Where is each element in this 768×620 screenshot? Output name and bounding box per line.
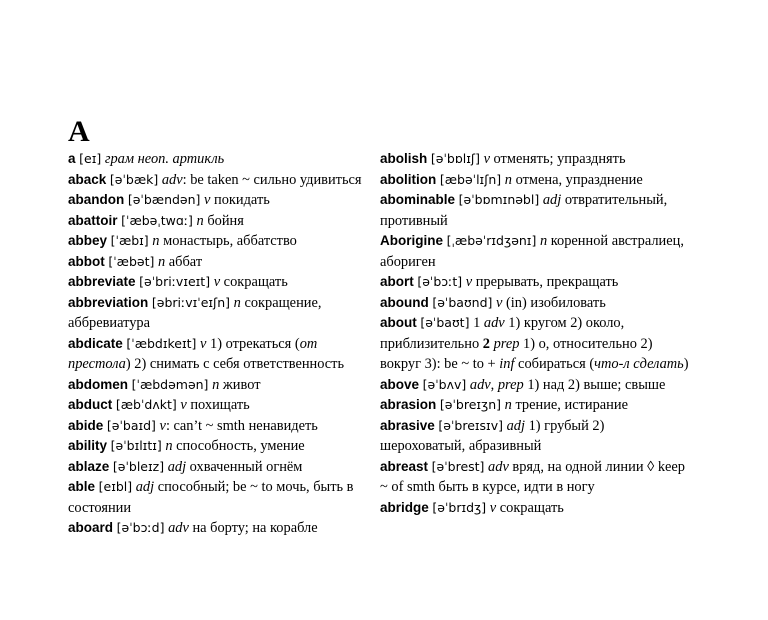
headword: abandon xyxy=(68,192,125,207)
definition-text: охваченный огнём xyxy=(186,458,303,475)
headword: abdicate xyxy=(68,335,123,351)
definition-text: способность, умение xyxy=(172,438,305,454)
dictionary-entry xyxy=(68,436,368,457)
definition-text: 1) кругом 2) около, приблизительно xyxy=(380,315,625,352)
headword: aback xyxy=(68,171,107,187)
dictionary-entry xyxy=(68,457,368,478)
transcription: [æbˈdʌkt] xyxy=(115,397,177,412)
grammar-label: что-л сделать xyxy=(594,356,684,372)
dictionary-entry xyxy=(68,252,368,273)
transcription: [ˌæbəˈrɪdʒənɪ] xyxy=(446,233,537,248)
dictionary-entry xyxy=(68,272,368,293)
transcription: [əˈbriːvɪeɪt] xyxy=(139,274,211,289)
transcription: [əbriːvɪˈeɪʃn] xyxy=(151,294,231,310)
grammar-label: adv xyxy=(168,520,189,536)
dictionary-entry xyxy=(68,334,368,375)
grammar-label: inf xyxy=(499,356,515,372)
definition-text: вряд, на одной линии ◊ keep ~ of smth быть в курсе, идти в ногу xyxy=(380,458,685,495)
grammar-label: n xyxy=(539,233,548,249)
grammar-label: adj xyxy=(135,479,155,495)
transcription: [əˈbændən] xyxy=(127,192,201,207)
grammar-label: v xyxy=(204,192,211,208)
grammar-label: v xyxy=(180,397,187,413)
headword: abduct xyxy=(68,397,113,412)
transcription: [əˈbrest] xyxy=(431,458,485,474)
grammar-label: prep xyxy=(493,335,520,352)
dictionary-entry xyxy=(380,190,692,231)
definition-text: похищать xyxy=(186,397,250,413)
grammar-label: v xyxy=(489,499,497,516)
dictionary-entry xyxy=(380,170,692,191)
transcription: [əˈbaɪd] xyxy=(106,417,156,433)
headword: abbreviate xyxy=(68,274,136,289)
headword: abreast xyxy=(380,458,429,474)
grammar-label: adv xyxy=(161,171,183,188)
headword: about xyxy=(380,315,417,330)
dictionary-entry xyxy=(380,313,692,375)
definition-text: 1 xyxy=(473,315,484,331)
grammar-label: n xyxy=(196,212,204,229)
dictionary-entry xyxy=(380,149,692,170)
transcription: [eɪbl] xyxy=(98,479,133,494)
definition-text: отмена, упразднение xyxy=(512,171,643,188)
dictionary-entry xyxy=(68,293,368,334)
definition-text: : be taken ~ сильно удивиться xyxy=(182,171,362,188)
transcription: [əˈbɔːt] xyxy=(417,274,463,289)
transcription: [əˈbaʊnd] xyxy=(432,294,493,310)
dictionary-entry xyxy=(380,395,692,416)
definition-text: 1) отрекаться ( xyxy=(206,335,300,352)
definition-text: сокращать xyxy=(496,499,564,516)
definition-text: ) xyxy=(683,356,689,372)
grammar-label: n xyxy=(504,397,512,413)
grammar-label: adv xyxy=(483,315,505,331)
definition-text: (in) изобиловать xyxy=(502,294,606,311)
grammar-label: adj xyxy=(167,458,187,475)
dictionary-entry xyxy=(380,498,692,519)
headword: abolish xyxy=(380,151,428,166)
headword: abort xyxy=(380,274,414,289)
definition-text: отвратительный, противный xyxy=(380,192,668,229)
transcription: [ˈæbət] xyxy=(108,253,155,269)
transcription: [æbəˈlɪʃn] xyxy=(439,171,502,187)
transcription: [əˈbleɪz] xyxy=(112,458,165,474)
dictionary-entry xyxy=(68,170,368,191)
grammar-label: n xyxy=(233,294,241,311)
grammar-label: n xyxy=(504,171,512,188)
grammar-label: v xyxy=(213,274,221,290)
section-letter: A xyxy=(68,115,90,148)
headword: abdomen xyxy=(68,376,129,392)
definition-text: трение, истирание xyxy=(511,397,628,413)
headword: aboard xyxy=(68,520,114,535)
dictionary-entry xyxy=(68,211,368,232)
headword: ablaze xyxy=(68,458,110,474)
dictionary-entry xyxy=(68,395,368,416)
definition-text: : can’t ~ smth ненавидеть xyxy=(165,417,318,434)
grammar-label: n xyxy=(212,376,220,393)
definition-text: бойня xyxy=(203,212,244,229)
headword: Aborigine xyxy=(380,233,443,248)
headword: abolition xyxy=(380,171,437,187)
grammar-label: prep xyxy=(497,376,524,393)
headword: abound xyxy=(380,294,429,310)
grammar-label: n xyxy=(165,438,173,454)
dictionary-entry xyxy=(380,375,692,396)
grammar-label: n xyxy=(152,233,160,249)
definition-text: аббат xyxy=(165,253,203,270)
headword: abrasive xyxy=(380,417,435,433)
dictionary-entry xyxy=(68,477,368,518)
headword: able xyxy=(68,479,96,494)
definition-text: способный; be ~ to мочь, быть в состоянии xyxy=(68,479,354,516)
grammar-label: v xyxy=(465,274,473,290)
transcription: [ˈæbdɪkeɪt] xyxy=(126,335,197,351)
left-column xyxy=(68,149,368,539)
definition-text: , xyxy=(490,376,498,393)
dictionary-entry xyxy=(68,518,368,539)
headword: abbreviation xyxy=(68,294,149,310)
grammar-label: adj xyxy=(506,417,525,434)
transcription: [əˈbreɪʒn] xyxy=(439,397,502,412)
dictionary-entry xyxy=(380,272,692,293)
transcription: [əˈbrɪdʒ] xyxy=(432,499,487,515)
headword: abridge xyxy=(380,499,429,515)
definition-text: прерывать, прекращать xyxy=(472,274,619,290)
dictionary-entry xyxy=(68,231,368,252)
definition-text: 1) о, относительно 2) вокруг 3): be ~ to + xyxy=(380,335,653,372)
transcription: [əˈbæk] xyxy=(109,171,159,187)
definition-text: 1) над 2) выше; свыше xyxy=(523,376,666,393)
transcription: [əˈbɔːd] xyxy=(116,520,165,535)
definition-text: отменять; упразднять xyxy=(489,151,626,167)
transcription: [əˈbɒlɪʃ] xyxy=(430,151,480,166)
headword: ability xyxy=(68,438,108,453)
grammar-label: от престола xyxy=(68,335,318,372)
definition-text: на борту; на корабле xyxy=(188,520,318,536)
grammar-label: v xyxy=(200,335,207,352)
grammar-label: adj xyxy=(542,192,562,208)
headword: a xyxy=(68,151,76,166)
transcription: [əˈbɪlɪtɪ] xyxy=(110,438,162,453)
definition-text: живот xyxy=(219,376,261,393)
transcription: [əˈbɒmɪnəbl] xyxy=(458,192,540,207)
headword: abbey xyxy=(68,233,108,248)
definition-text: сокращать xyxy=(220,274,288,290)
grammar-label: v xyxy=(483,151,490,167)
dictionary-entry xyxy=(380,457,692,498)
dictionary-entry xyxy=(380,416,692,457)
definition-text: покидать xyxy=(210,192,270,208)
headword: abominable xyxy=(380,192,456,207)
dictionary-entry xyxy=(68,149,368,170)
definition-text: коренной австралиец, абориген xyxy=(380,233,684,270)
headword: abbot xyxy=(68,253,105,269)
transcription: [əˈbaʊt] xyxy=(420,315,470,330)
transcription: [ˈæbdəmən] xyxy=(131,376,209,392)
definition-text: монастырь, аббатство xyxy=(159,233,297,249)
dictionary-entry xyxy=(380,293,692,314)
headword: abattoir xyxy=(68,212,118,228)
definition-text: сокращение, аббревиатура xyxy=(68,294,322,331)
dictionary-entry xyxy=(380,231,692,272)
transcription: [əˈbʌv] xyxy=(422,376,467,392)
grammar-label: v xyxy=(159,417,166,434)
definition-text: 1) грубый 2) шероховатый, абразивный xyxy=(380,417,605,454)
grammar-label: adv xyxy=(488,458,509,475)
grammar-label: n xyxy=(157,253,166,270)
right-column xyxy=(380,149,692,518)
definition-text: собираться ( xyxy=(514,356,595,372)
grammar-label: v xyxy=(496,294,503,311)
dictionary-entry xyxy=(68,416,368,437)
headword: abide xyxy=(68,417,104,433)
transcription: [eɪ] xyxy=(79,151,102,166)
transcription: [ˈæbəˌtwɑː] xyxy=(121,212,193,228)
transcription: [ˈæbɪ] xyxy=(110,233,149,248)
headword: above xyxy=(380,376,420,392)
grammar-label: грам неоп. артикль xyxy=(104,151,225,167)
definition-text: ) 2) снимать с себя ответственность xyxy=(125,356,345,372)
grammar-label: adv xyxy=(469,376,491,393)
headword: abrasion xyxy=(380,397,437,412)
dictionary-entry xyxy=(68,375,368,396)
dictionary-entry xyxy=(68,190,368,211)
definition-text: 2 xyxy=(482,335,490,352)
transcription: [əˈbreɪsɪv] xyxy=(438,417,503,433)
